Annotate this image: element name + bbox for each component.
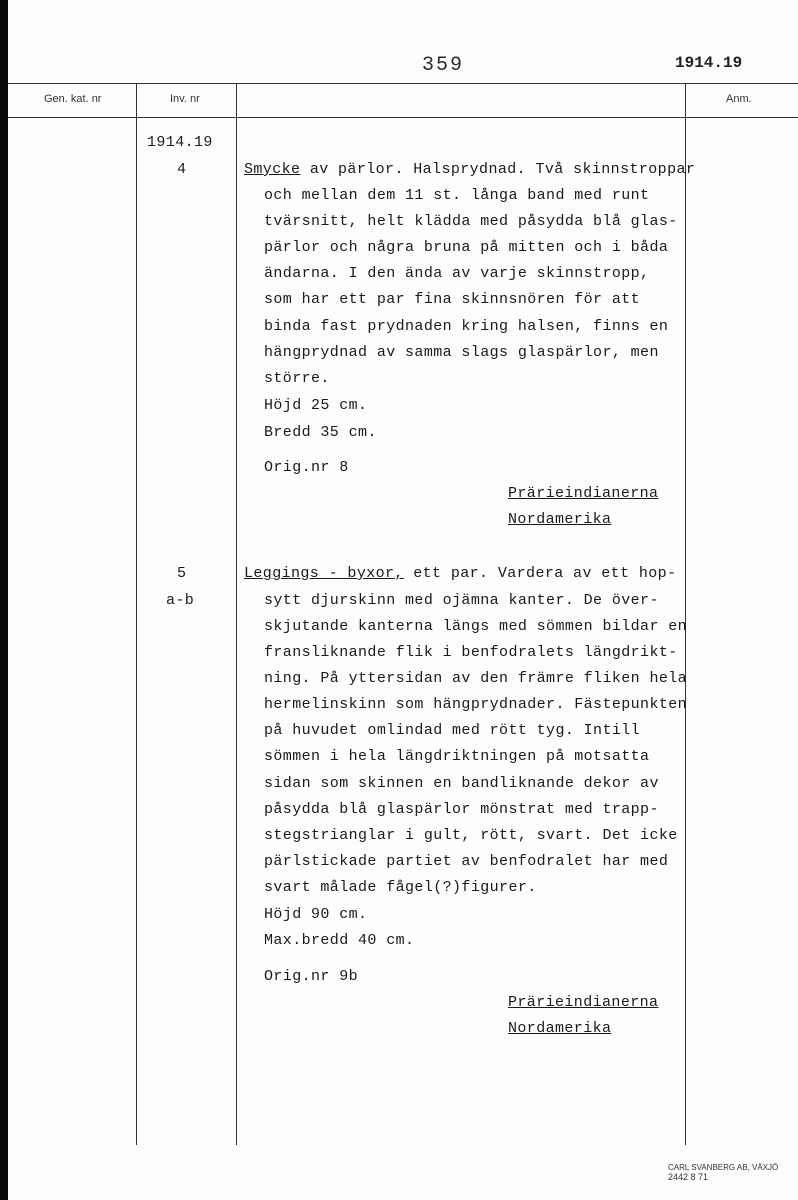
- entry-text-line: stegstrianglar i gult, rött, svart. Det icke: [264, 827, 678, 844]
- measurement: Bredd 35 cm.: [264, 424, 377, 441]
- inv-sub-number: a-b: [166, 592, 195, 609]
- header-bottom-rule: [8, 117, 798, 118]
- entry-text-line: och mellan dem 11 st. långa band med runt: [264, 187, 650, 204]
- entry-text-line: skjutande kanterna längs med sömmen bildar en: [264, 618, 688, 635]
- printer-imprint: CARL SVANBERG AB, VÄXJÖ 2442 8 71: [668, 1163, 779, 1182]
- header-anm: Anm.: [726, 93, 752, 105]
- entry-text-line: hermelinskinn som hängprydnader. Fästepunkten: [264, 696, 688, 713]
- culture-label: Prärieindianerna: [508, 994, 659, 1011]
- entry-first-line: [244, 565, 676, 582]
- inv-number: 4: [177, 161, 187, 178]
- page-reference: 1914.19: [675, 54, 743, 72]
- entry-text-line: sömmen i hela längdriktningen på motsatta: [264, 748, 650, 765]
- entry-text-line: ning. På yttersidan av den främre fliken hela: [264, 670, 688, 687]
- entry-text: ett par. Vardera av ett hop-: [413, 565, 677, 582]
- entry-text-line: fransliknande flik i benfodralets längdrikt-: [264, 644, 678, 661]
- entry-text-line: binda fast prydnaden kring halsen, finns en: [264, 318, 669, 335]
- entry-text-line: på huvudet omlindad med rött tyg. Intill: [264, 722, 641, 739]
- column-divider-text-anm: [685, 83, 686, 1145]
- inv-number: 5: [177, 565, 187, 582]
- entry-first-line: [244, 161, 695, 178]
- culture-label: Prärieindianerna: [508, 485, 659, 502]
- entry-text-line: tvärsnitt, helt klädda med påsydda blå glas-: [264, 213, 678, 230]
- entry-title: Smycke: [244, 161, 301, 178]
- orig-number: Orig.nr 9b: [264, 968, 359, 985]
- region-label: Nordamerika: [508, 511, 612, 528]
- measurement: Höjd 25 cm.: [264, 397, 368, 414]
- entry-text-line: pärlor och några bruna på mitten och i båda: [264, 239, 669, 256]
- region-label: Nordamerika: [508, 1020, 612, 1037]
- header-gen-kat-nr: Gen. kat. nr: [44, 93, 102, 105]
- page-number: 359: [422, 54, 465, 77]
- entry-text-line: sytt djurskinn med ojämna kanter. De över-: [264, 592, 659, 609]
- entry-text-line: som har ett par fina skinnsnören för att: [264, 291, 641, 308]
- entry-text-line: pärlstickade partiet av benfodralet har med: [264, 853, 669, 870]
- binding-edge: [0, 0, 8, 1200]
- entry-title: Leggings - byxor,: [244, 565, 404, 582]
- series-number: 1914.19: [147, 134, 213, 151]
- entry-text-line: ändarna. I den ända av varje skinnstropp,: [264, 265, 650, 282]
- entry-text-line: större.: [264, 370, 330, 387]
- entry-text-line: sidan som skinnen en bandliknande dekor av: [264, 775, 659, 792]
- header-top-rule: [8, 83, 798, 84]
- measurement: Max.bredd 40 cm.: [264, 932, 415, 949]
- entry-text-line: svart målade fågel(?)figurer.: [264, 879, 537, 896]
- orig-number: Orig.nr 8: [264, 459, 349, 476]
- header-inv-nr: Inv. nr: [170, 93, 200, 105]
- column-divider-inv-text: [236, 83, 237, 1145]
- measurement: Höjd 90 cm.: [264, 906, 368, 923]
- entry-text-line: hängprydnad av samma slags glaspärlor, men: [264, 344, 659, 361]
- column-divider-gen-inv: [136, 83, 137, 1145]
- entry-text: av pärlor. Halsprydnad. Två skinnstroppar: [309, 161, 696, 178]
- entry-text-line: påsydda blå glaspärlor mönstrat med trapp-: [264, 801, 659, 818]
